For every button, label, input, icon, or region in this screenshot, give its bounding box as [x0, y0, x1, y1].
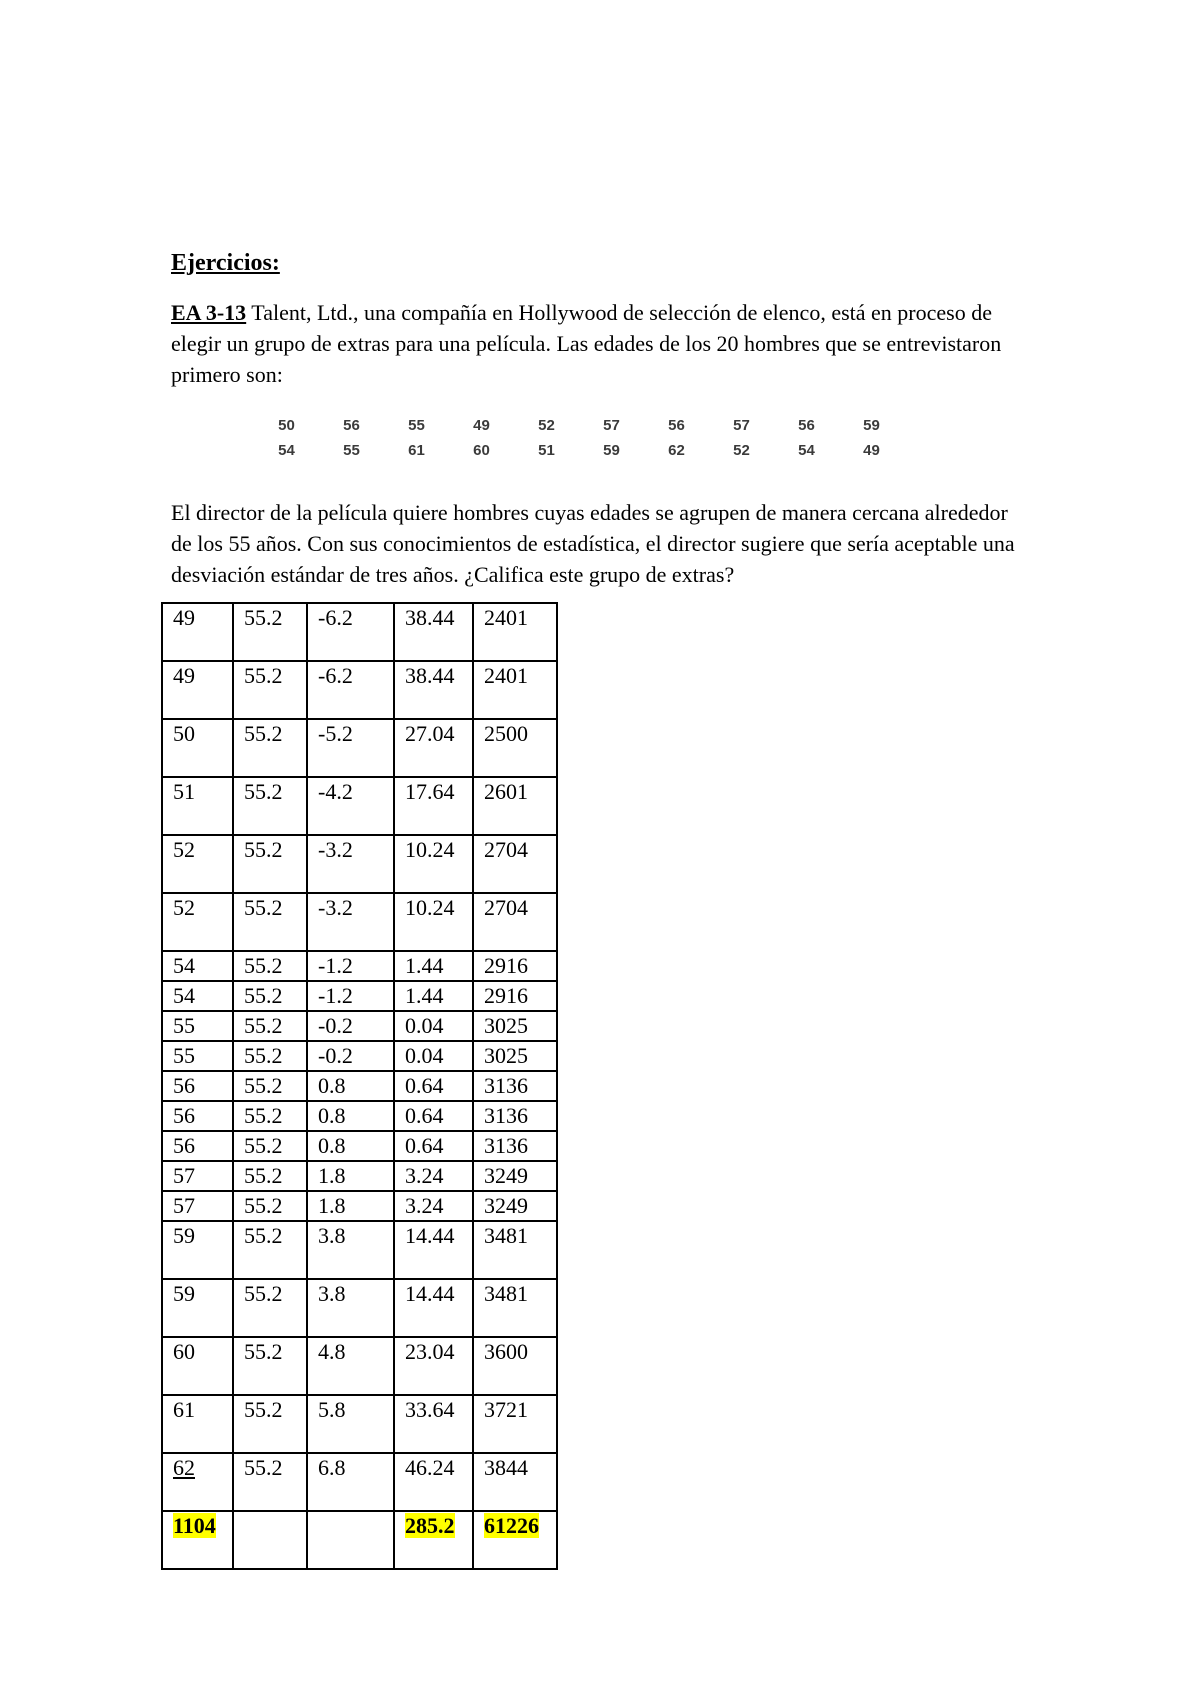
table-row	[162, 777, 557, 835]
age-value: 49	[863, 442, 880, 459]
table-cell: 3.8	[307, 1221, 394, 1279]
table-cell: 3.8	[307, 1279, 394, 1337]
table-cell: 55.2	[233, 981, 307, 1011]
calculation-table-body	[162, 603, 557, 1569]
table-cell: 0.64	[394, 1131, 473, 1161]
age-value: 57	[733, 417, 750, 434]
table-row	[162, 1041, 557, 1071]
age-value: 62	[668, 442, 685, 459]
table-row	[162, 719, 557, 777]
table-cell: 56	[162, 1101, 233, 1131]
age-value: 60	[473, 442, 490, 459]
table-cell	[162, 1453, 233, 1511]
table-row	[162, 1161, 557, 1191]
table-cell: 49	[162, 661, 233, 719]
table-cell: 14.44	[394, 1221, 473, 1279]
table-cell: 2916	[473, 951, 557, 981]
table-row	[162, 603, 557, 661]
table-cell: 27.04	[394, 719, 473, 777]
table-cell: 55	[162, 1041, 233, 1071]
age-value: 55	[408, 417, 425, 434]
table-cell: 55.2	[233, 1395, 307, 1453]
age-value: 56	[668, 417, 685, 434]
table-row	[162, 1337, 557, 1395]
table-cell: 55.2	[233, 1101, 307, 1131]
table-cell: 3136	[473, 1071, 557, 1101]
table-cell: 0.04	[394, 1041, 473, 1071]
highlighted-total: 1104	[173, 1513, 216, 1538]
age-value: 59	[603, 442, 620, 459]
table-row	[162, 981, 557, 1011]
table-cell: 2916	[473, 981, 557, 1011]
exercise-question: El director de la película quiere hombres cuyas edades se agrupen de manera cercana alrededor de los 55 años. Con sus conocimientos de estadística, el director sugiere que sería aceptable una desviación estándar de tres años. ¿Califica este grupo de extras?	[171, 500, 1015, 587]
ages-image	[254, 413, 904, 463]
table-cell: 1.8	[307, 1161, 394, 1191]
table-cell: 38.44	[394, 661, 473, 719]
table-cell: 5.8	[307, 1395, 394, 1453]
table-cell: 3136	[473, 1131, 557, 1161]
age-value: 52	[538, 417, 555, 434]
table-cell: 55	[162, 1011, 233, 1041]
table-cell: 17.64	[394, 777, 473, 835]
table-cell: 3249	[473, 1161, 557, 1191]
ages-row-1	[254, 413, 904, 438]
table-cell: 2401	[473, 603, 557, 661]
table-cell: 55.2	[233, 1041, 307, 1071]
table-cell: 6.8	[307, 1453, 394, 1511]
table-row	[162, 1071, 557, 1101]
table-cell: 55.2	[233, 1071, 307, 1101]
table-cell: -6.2	[307, 603, 394, 661]
totals-row	[162, 1511, 557, 1569]
totals-cell	[233, 1511, 307, 1569]
table-cell: 57	[162, 1191, 233, 1221]
table-cell: 14.44	[394, 1279, 473, 1337]
calculation-table	[161, 602, 558, 1570]
table-cell: 3844	[473, 1453, 557, 1511]
table-cell: 3136	[473, 1101, 557, 1131]
table-cell: 3.24	[394, 1191, 473, 1221]
table-row	[162, 1453, 557, 1511]
highlighted-total: 285.2	[405, 1513, 455, 1538]
table-cell: 0.64	[394, 1101, 473, 1131]
table-cell: 56	[162, 1131, 233, 1161]
table-cell: 1.8	[307, 1191, 394, 1221]
table-cell: 3.24	[394, 1161, 473, 1191]
table-cell: 54	[162, 951, 233, 981]
table-cell: -5.2	[307, 719, 394, 777]
table-cell: 55.2	[233, 835, 307, 893]
table-cell: 33.64	[394, 1395, 473, 1453]
table-cell: 55.2	[233, 719, 307, 777]
table-cell: 55.2	[233, 1191, 307, 1221]
table-cell: 56	[162, 1071, 233, 1101]
table-row	[162, 661, 557, 719]
table-cell: 55.2	[233, 1131, 307, 1161]
table-cell: 57	[162, 1161, 233, 1191]
table-cell: 55.2	[233, 1011, 307, 1041]
table-cell: 0.8	[307, 1071, 394, 1101]
table-cell: 2500	[473, 719, 557, 777]
table-cell: -6.2	[307, 661, 394, 719]
totals-cell	[473, 1511, 557, 1569]
table-cell: 55.2	[233, 1221, 307, 1279]
age-value: 50	[278, 417, 295, 434]
age-value: 52	[733, 442, 750, 459]
table-cell: 61	[162, 1395, 233, 1453]
table-cell: 3600	[473, 1337, 557, 1395]
table-cell: 0.04	[394, 1011, 473, 1041]
totals-cell	[394, 1511, 473, 1569]
table-row	[162, 835, 557, 893]
table-cell: 3025	[473, 1041, 557, 1071]
age-value: 56	[798, 417, 815, 434]
table-cell: 0.8	[307, 1131, 394, 1161]
table-cell: 0.8	[307, 1101, 394, 1131]
table-cell: 1.44	[394, 981, 473, 1011]
table-row	[162, 1131, 557, 1161]
age-value: 57	[603, 417, 620, 434]
table-cell: 2401	[473, 661, 557, 719]
table-cell: 38.44	[394, 603, 473, 661]
table-cell: 2601	[473, 777, 557, 835]
age-value: 51	[538, 442, 555, 459]
table-row	[162, 1221, 557, 1279]
table-row	[162, 1101, 557, 1131]
table-cell: 10.24	[394, 893, 473, 951]
table-row	[162, 1011, 557, 1041]
exercise-intro: Talent, Ltd., una compañía en Hollywood de selección de elenco, está en proceso de elegir un grupo de extras para una película. Las edades de los 20 hombres que se entrevistaron primero son:	[171, 300, 1002, 387]
table-cell: -0.2	[307, 1041, 394, 1071]
table-row	[162, 1395, 557, 1453]
table-cell: 3249	[473, 1191, 557, 1221]
table-cell: 50	[162, 719, 233, 777]
table-cell: 3721	[473, 1395, 557, 1453]
table-cell: 55.2	[233, 777, 307, 835]
table-cell: 2704	[473, 835, 557, 893]
table-cell: 55.2	[233, 951, 307, 981]
table-cell: 52	[162, 835, 233, 893]
table-cell: 59	[162, 1221, 233, 1279]
exercises-heading: Ejercicios:	[171, 250, 280, 276]
table-cell: 3481	[473, 1279, 557, 1337]
table-cell: 46.24	[394, 1453, 473, 1511]
table-row	[162, 1279, 557, 1337]
table-cell: -1.2	[307, 951, 394, 981]
table-row	[162, 1191, 557, 1221]
age-value: 49	[473, 417, 490, 434]
table-cell: 4.8	[307, 1337, 394, 1395]
table-cell: 23.04	[394, 1337, 473, 1395]
table-cell: 59	[162, 1279, 233, 1337]
exercise-statement	[171, 297, 1031, 390]
table-cell: 54	[162, 981, 233, 1011]
table-cell: 55.2	[233, 661, 307, 719]
table-cell: 1.44	[394, 951, 473, 981]
exercise-ref: EA 3-13	[171, 300, 247, 325]
table-cell: 55.2	[233, 1453, 307, 1511]
table-cell: 3025	[473, 1011, 557, 1041]
table-cell: 10.24	[394, 835, 473, 893]
table-cell: 0.64	[394, 1071, 473, 1101]
table-row	[162, 893, 557, 951]
age-value: 59	[863, 417, 880, 434]
age-value: 61	[408, 442, 425, 459]
table-cell: 55.2	[233, 893, 307, 951]
table-cell: 49	[162, 603, 233, 661]
table-cell: 3481	[473, 1221, 557, 1279]
table-cell: 51	[162, 777, 233, 835]
highlighted-total: 61226	[484, 1513, 539, 1538]
ages-row-2	[254, 438, 904, 463]
age-value: 56	[343, 417, 360, 434]
table-cell: -4.2	[307, 777, 394, 835]
age-value: 54	[798, 442, 815, 459]
totals-cell	[162, 1511, 233, 1569]
table-row	[162, 951, 557, 981]
totals-cell	[307, 1511, 394, 1569]
table-cell: 55.2	[233, 1337, 307, 1395]
age-value: 54	[278, 442, 295, 459]
table-cell-text: 62	[173, 1455, 195, 1480]
table-cell: 52	[162, 893, 233, 951]
table-cell: 55.2	[233, 603, 307, 661]
table-cell: -0.2	[307, 1011, 394, 1041]
table-cell: -1.2	[307, 981, 394, 1011]
age-value: 55	[343, 442, 360, 459]
table-cell: 2704	[473, 893, 557, 951]
table-cell: -3.2	[307, 893, 394, 951]
table-cell: 60	[162, 1337, 233, 1395]
table-cell: -3.2	[307, 835, 394, 893]
table-cell: 55.2	[233, 1279, 307, 1337]
table-cell: 55.2	[233, 1161, 307, 1191]
